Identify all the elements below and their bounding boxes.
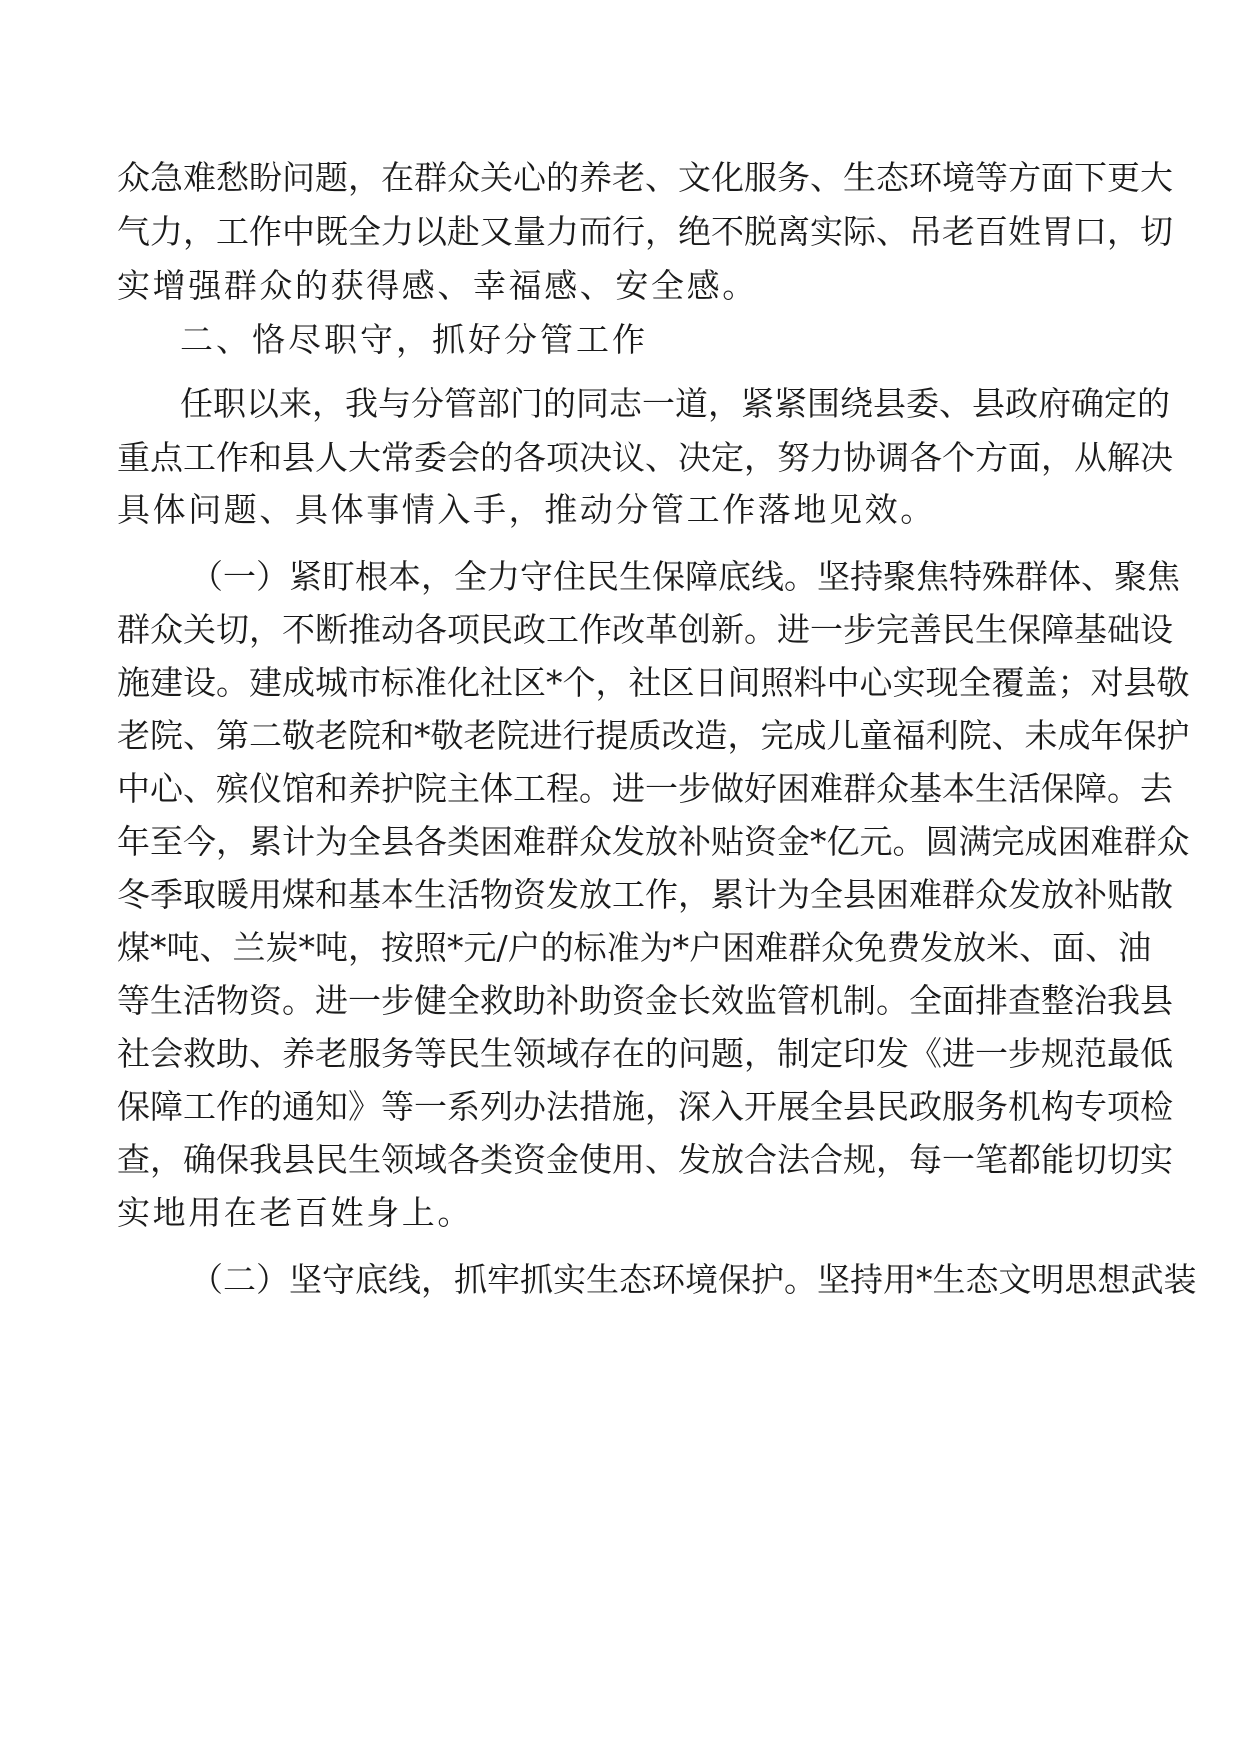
text-line: 老院、第二敬老院和*敬老院进行提质改造，完成儿童福利院、未成年保护 bbox=[117, 716, 1190, 755]
text-line: 重点工作和县人大常委会的各项决议、决定，努力协调各个方面，从解决 bbox=[117, 438, 1173, 477]
text-line: 等生活物资。进一步健全救助补助资金长效监管机制。全面排查整治我县 bbox=[117, 981, 1173, 1020]
text-line: 实地用在老百姓身上。 bbox=[117, 1193, 473, 1232]
text-line: 气力，工作中既全力以赴又量力而行，绝不脱离实际、吊老百姓胃口，切 bbox=[117, 212, 1173, 251]
text-line: 任职以来，我与分管部门的同志一道，紧紧围绕县委、县政府确定的 bbox=[180, 384, 1170, 423]
text-line: （二）坚守底线，抓牢抓实生态环境保护。坚持用*生态文明思想武装 bbox=[190, 1260, 1197, 1299]
text-line: 中心、殡仪馆和养护院主体工程。进一步做好困难群众基本生活保障。去 bbox=[117, 769, 1173, 808]
section-heading: 二、恪尽职守，抓好分管工作 bbox=[180, 320, 648, 359]
text-line: 年至今，累计为全县各类困难群众发放补贴资金*亿元。圆满完成困难群众 bbox=[117, 822, 1190, 861]
text-line: 群众关切，不断推动各项民政工作改革创新。进一步完善民生保障基础设 bbox=[117, 610, 1173, 649]
text-line: （一）紧盯根本，全力守住民生保障底线。坚持聚焦特殊群体、聚焦 bbox=[190, 557, 1180, 596]
text-line: 社会救助、养老服务等民生领域存在的问题，制定印发《进一步规范最低 bbox=[117, 1034, 1173, 1073]
text-line: 冬季取暖用煤和基本生活物资发放工作，累计为全县困难群众发放补贴散 bbox=[117, 875, 1173, 914]
text-line: 煤*吨、兰炭*吨，按照*元/户的标准为*户困难群众免费发放米、面、油 bbox=[117, 928, 1152, 967]
text-line: 保障工作的通知》等一系列办法措施，深入开展全县民政服务机构专项检 bbox=[117, 1087, 1173, 1126]
text-line: 实增强群众的获得感、幸福感、安全感。 bbox=[117, 266, 758, 305]
text-line: 施建设。建成城市标准化社区*个，社区日间照料中心实现全覆盖；对县敬 bbox=[117, 663, 1190, 702]
text-line: 众急难愁盼问题，在群众关心的养老、文化服务、生态环境等方面下更大 bbox=[117, 158, 1173, 197]
text-line: 查，确保我县民生领域各类资金使用、发放合法合规，每一笔都能切切实 bbox=[117, 1140, 1173, 1179]
text-line: 具体问题、具体事情入手，推动分管工作落地见效。 bbox=[117, 490, 936, 529]
